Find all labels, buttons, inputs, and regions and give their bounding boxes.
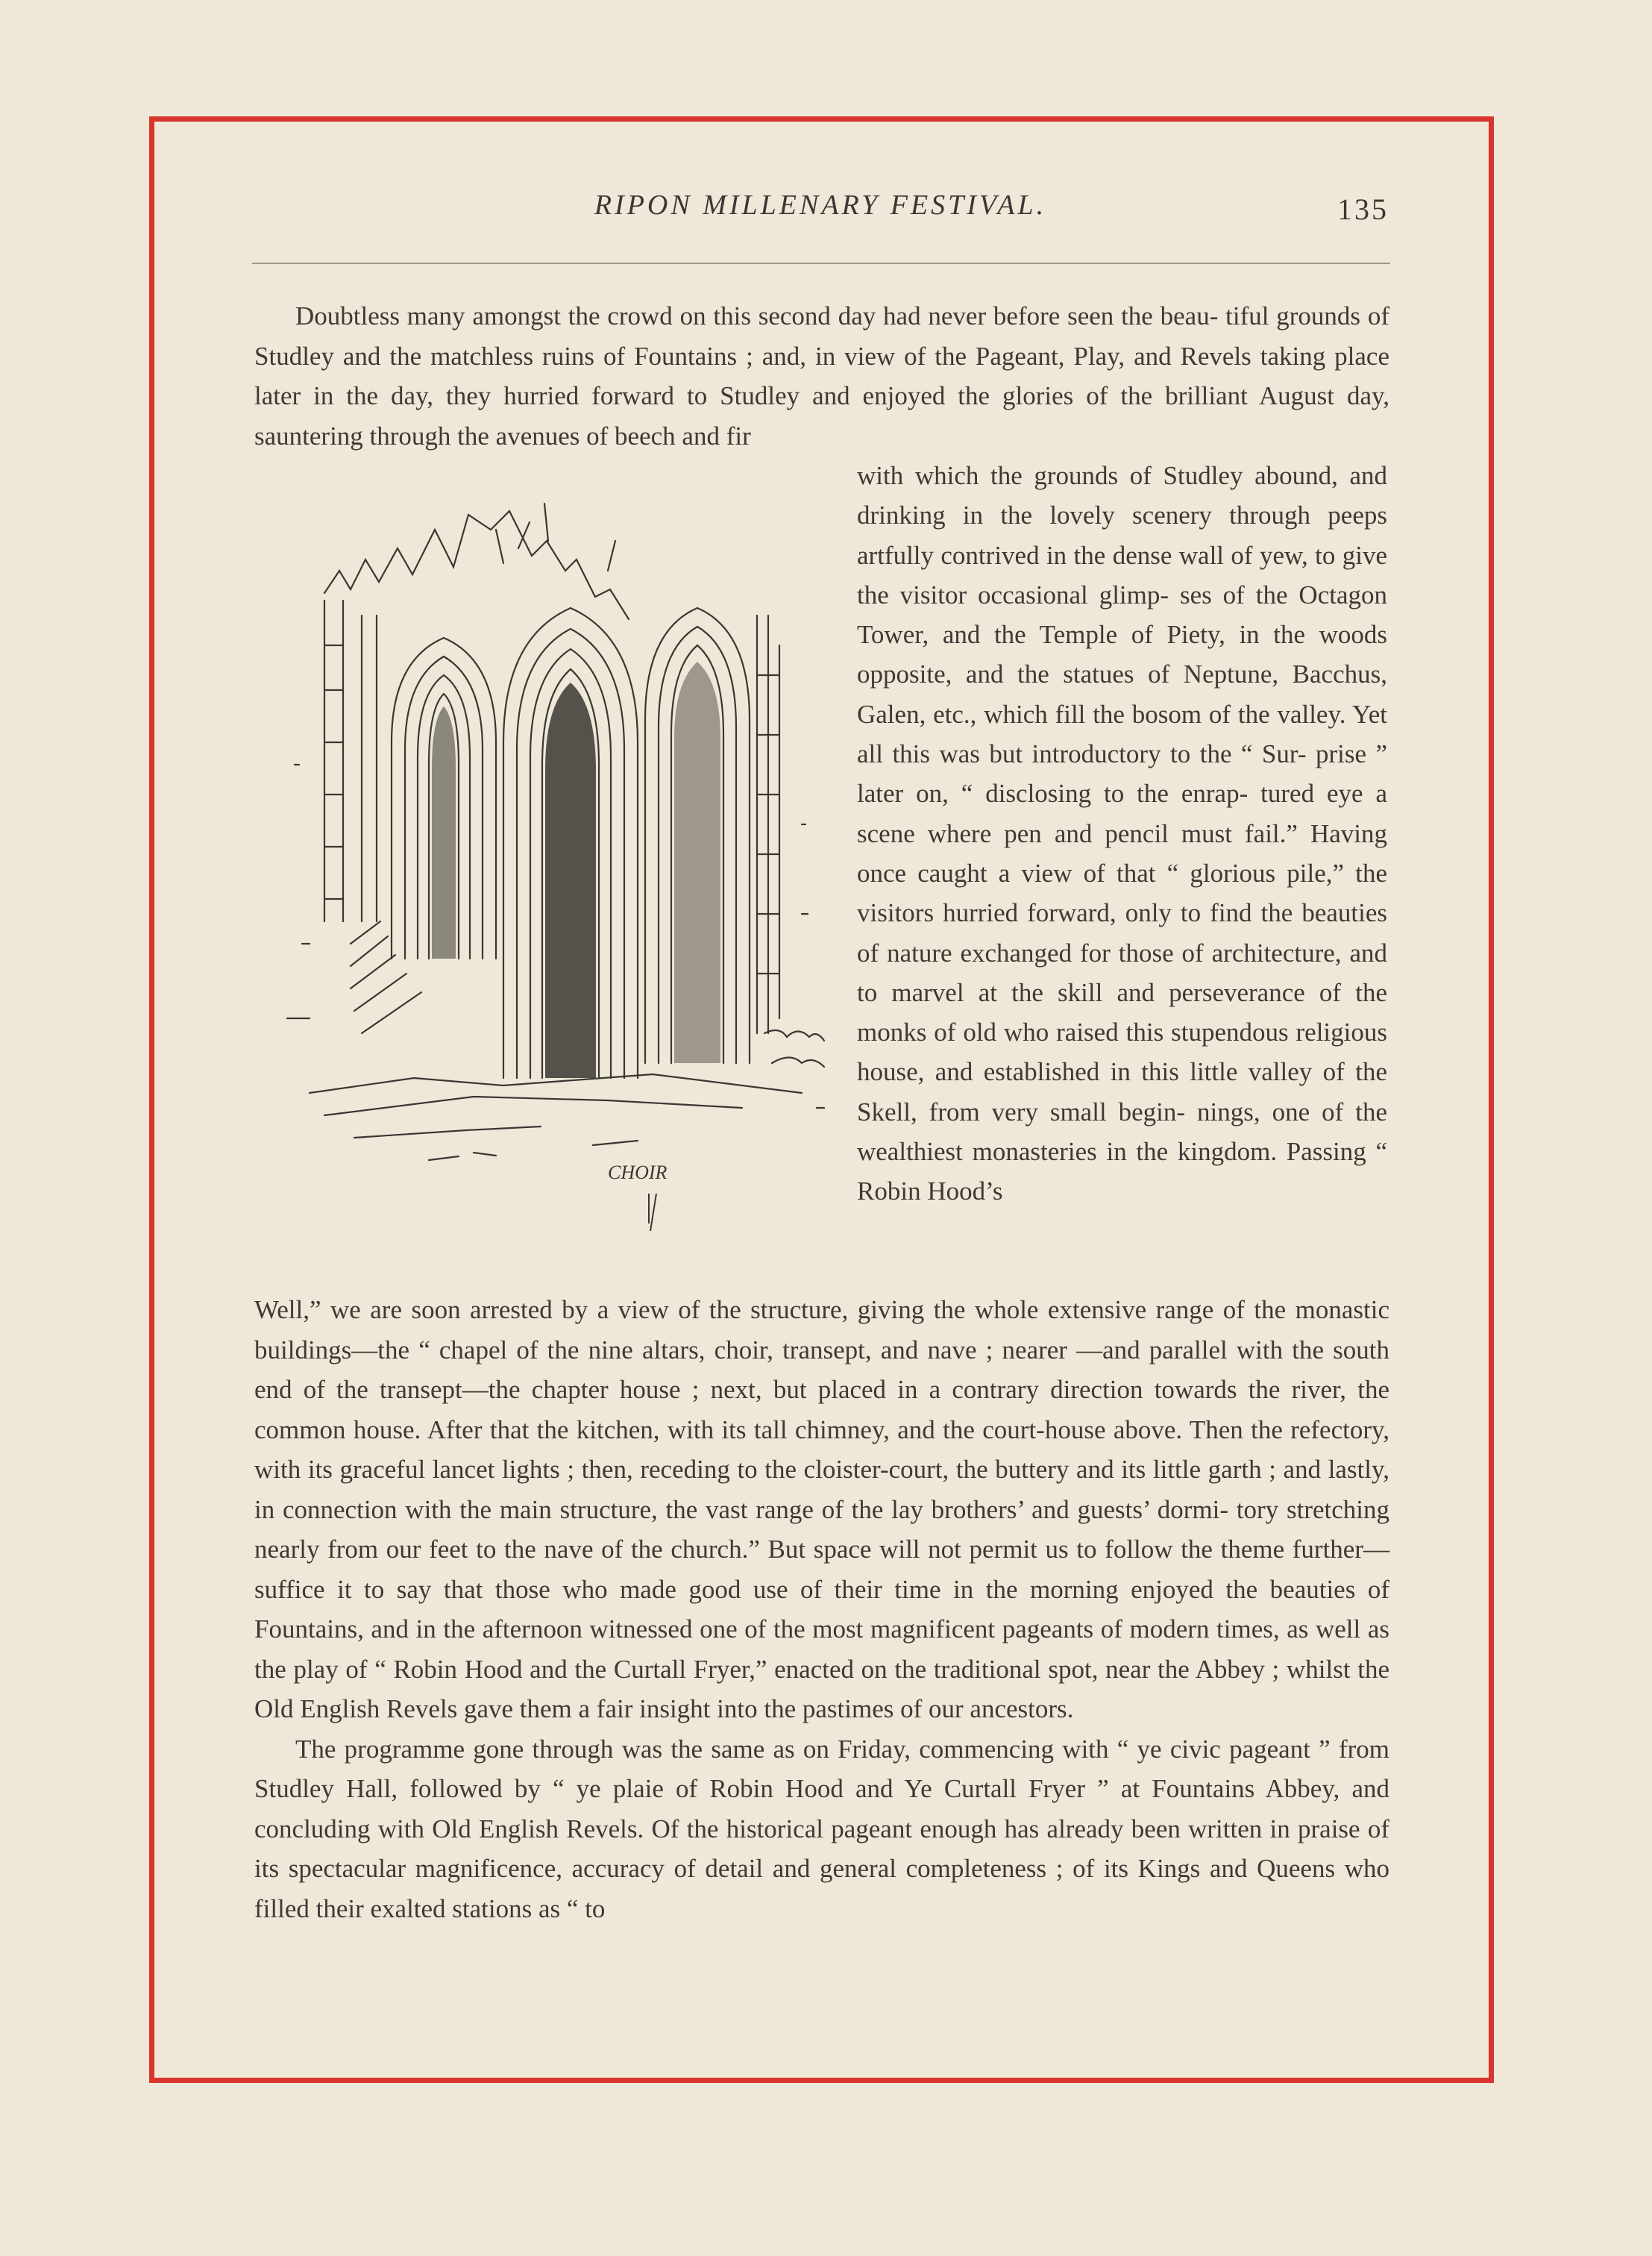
paragraph-opening: Doubtless many amongst the crowd on this second day had never before seen the beau- tiful grounds of Studley and the matchless ruins of Fountains ; and, in view of the Pageant, Play, and Revels taking place later in the day, they hurried forward to Studley and enjoyed the glories of the brilliant August day, sauntering through the avenues of beech and fir bbox=[254, 301, 1389, 451]
running-title: RIPON MILLENARY FESTIVAL. bbox=[594, 189, 1047, 221]
abbey-ruin-illustration bbox=[280, 496, 835, 1276]
header-rule bbox=[252, 263, 1390, 264]
page-number: 135 bbox=[1337, 192, 1389, 226]
body-text-side-column bbox=[857, 456, 1387, 1212]
illustration-signature: CHOIR bbox=[608, 1162, 668, 1183]
paragraph-programme: The programme gone through was the same as on Friday, commencing with “ ye civic pageant ” from Studley Hall, followed by “ ye plaie of Robin Hood and Ye Curtall Fryer ” at Fountains Abbey, and concluding with Old English Revels. Of the historical pageant enough has already been written in praise of its spectacular magnificence, accuracy of detail and general completeness ; of its Kings and Queens who filled their exalted stations as “ to bbox=[254, 1734, 1389, 1923]
paragraph-side-column: with which the grounds of Studley abound, and drinking in the lovely scenery through peeps artfully contrived in the dense wall of yew, to give the visitor occasional glimp- ses of the Octagon Tower, and the Temple of Piety, in the woods opposite, and the statues of Neptune, Bacchus, Galen, etc., which fill the bosom of the valley. Yet all this was but introductory to the “ Sur- prise ” later on, “ disclosing to the enrap- tured eye a scene where pen and pencil must fail.” Having once caught a view of that “ glorious pile,” the visitors hurried forward, only to find the beauties of nature exchanged for those of architecture, and to marvel at the skill and perseverance of the monks of old who raised this stupendous religious house, and established in this little valley of the Skell, from very small begin- nings, one of the wealthiest monasteries in the kingdom. Passing “ Robin Hood’s bbox=[857, 461, 1387, 1206]
body-text-top bbox=[254, 296, 1389, 456]
paragraph-continuation: Well,” we are soon arrested by a view of the structure, giving the whole extensive range of the monastic buildings—the “ chapel of the nine altars, choir, transept, and nave ; nearer —and parallel with the south end of the transept—the chapter house ; next, but placed in a contrary direction towards the river, the common house. After that the kitchen, with its tall chimney, and the court-house above. Then the refectory, with its graceful lancet lights ; then, receding to the cloister-court, the buttery and its little garth ; and lastly, in connection with the main structure, the vast range of the lay brothers’ and guests’ dormi- tory stretching nearly from our feet to the nave of the church.” But space will not permit us to follow the theme further—suffice it to say that those who made good use of their time in the morning enjoyed the beauties of Fountains, and in the afternoon witnessed one of the most magnificent pageants of modern times, as well as the play of “ Robin Hood and the Curtall Fryer,” enacted on the traditional spot, near the Abbey ; whilst the Old English Revels gave them a fair insight into the pastimes of our ancestors. bbox=[254, 1295, 1389, 1723]
abbey-ruin-drawing bbox=[280, 496, 835, 1276]
body-text-bottom bbox=[254, 1290, 1389, 1928]
